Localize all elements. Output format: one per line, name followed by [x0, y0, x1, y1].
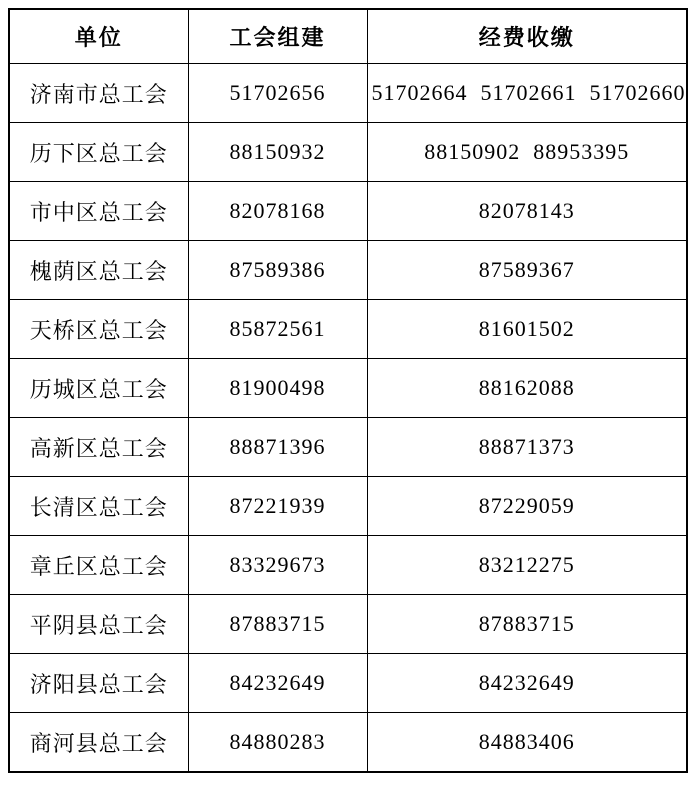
funds-collection-phone-cell: 87229059	[367, 477, 687, 536]
union-formation-phone-cell: 88150932	[188, 123, 367, 182]
unit-cell: 济阳县总工会	[9, 654, 188, 713]
unit-cell: 济南市总工会	[9, 64, 188, 123]
table-row	[9, 64, 687, 123]
union-formation-phone-cell: 87221939	[188, 477, 367, 536]
unit-cell: 市中区总工会	[9, 182, 188, 241]
unit-cell: 商河县总工会	[9, 713, 188, 773]
funds-collection-phone-cell: 88162088	[367, 359, 687, 418]
unit-cell: 历下区总工会	[9, 123, 188, 182]
funds-collection-phone-cell: 88150902 88953395	[367, 123, 687, 182]
union-formation-phone-cell: 51702656	[188, 64, 367, 123]
union-formation-phone-cell: 84232649	[188, 654, 367, 713]
funds-collection-phone-cell: 87883715	[367, 595, 687, 654]
funds-collection-phone-cell: 82078143	[367, 182, 687, 241]
table-row	[9, 595, 687, 654]
unit-cell: 天桥区总工会	[9, 300, 188, 359]
unit-cell: 槐荫区总工会	[9, 241, 188, 300]
header-row	[9, 9, 687, 64]
funds-collection-phone-cell: 84883406	[367, 713, 687, 773]
table-row	[9, 536, 687, 595]
table-row	[9, 418, 687, 477]
table-row	[9, 300, 687, 359]
column-header-unit: 单位	[9, 9, 188, 64]
union-formation-phone-cell: 81900498	[188, 359, 367, 418]
funds-collection-phone-cell: 87589367	[367, 241, 687, 300]
column-header-union-formation: 工会组建	[188, 9, 367, 64]
table-row	[9, 713, 687, 773]
unit-cell: 长清区总工会	[9, 477, 188, 536]
unit-cell: 平阴县总工会	[9, 595, 188, 654]
funds-collection-phone-cell: 51702664 51702661 51702660	[367, 64, 687, 123]
union-formation-phone-cell: 88871396	[188, 418, 367, 477]
unit-cell: 高新区总工会	[9, 418, 188, 477]
table-row	[9, 477, 687, 536]
union-phone-table	[8, 8, 688, 773]
table-row	[9, 654, 687, 713]
table-row	[9, 123, 687, 182]
funds-collection-phone-cell: 81601502	[367, 300, 687, 359]
union-formation-phone-cell: 84880283	[188, 713, 367, 773]
column-header-funds-collection: 经费收缴	[367, 9, 687, 64]
unit-cell: 历城区总工会	[9, 359, 188, 418]
unit-cell: 章丘区总工会	[9, 536, 188, 595]
funds-collection-phone-cell: 88871373	[367, 418, 687, 477]
table-row	[9, 182, 687, 241]
union-formation-phone-cell: 87883715	[188, 595, 367, 654]
funds-collection-phone-cell: 83212275	[367, 536, 687, 595]
table-row	[9, 359, 687, 418]
union-formation-phone-cell: 82078168	[188, 182, 367, 241]
funds-collection-phone-cell: 84232649	[367, 654, 687, 713]
table-row	[9, 241, 687, 300]
union-formation-phone-cell: 83329673	[188, 536, 367, 595]
union-formation-phone-cell: 87589386	[188, 241, 367, 300]
union-formation-phone-cell: 85872561	[188, 300, 367, 359]
